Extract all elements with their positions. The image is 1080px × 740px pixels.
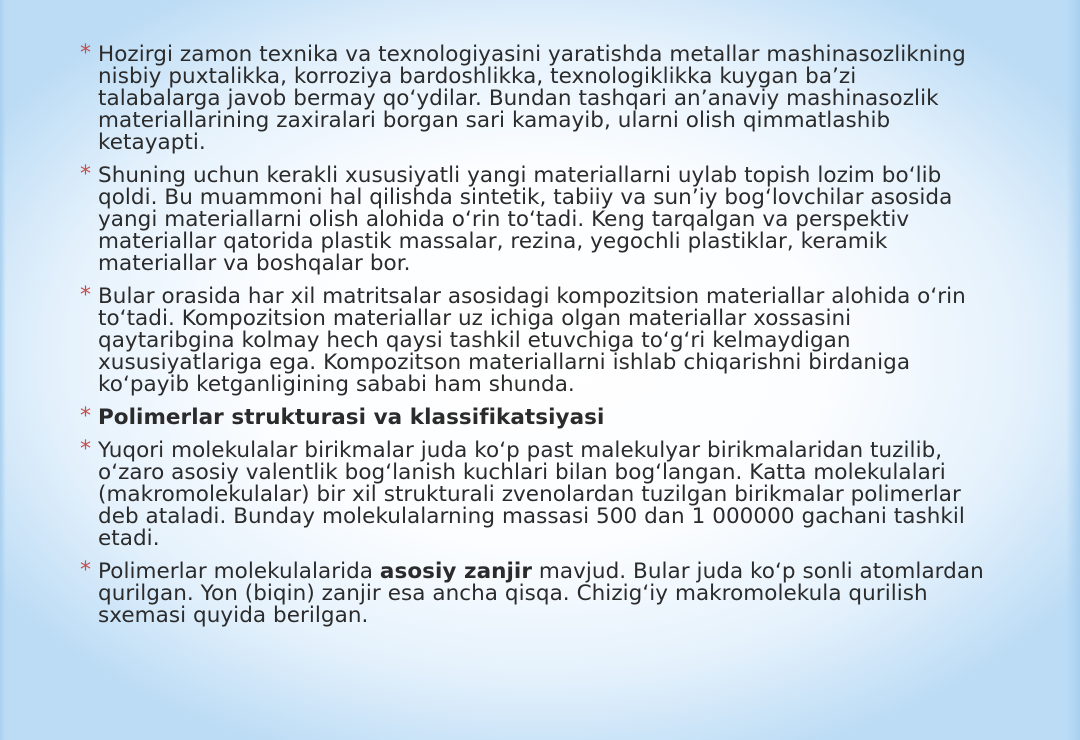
section-heading-text: Polimerlar strukturasi va klassifikatsiyasi <box>98 405 605 430</box>
bullet-text-line: o‘zaro asosiy valentlik bog‘lanish kuchlari bilan bog‘langan. Katta molekulalari <box>98 460 946 485</box>
asterisk-bullet-icon: * <box>80 162 91 187</box>
bullet-text-line: materiallarining zaxiralari borgan sari kamayib, ularni olish qimmatlashib <box>98 108 891 133</box>
bullet-text-line: Hozirgi zamon texnika va texnologiyasini yaratishda metallar mashinasozlikning <box>98 42 966 67</box>
bullet-text-segment: mavjud. Bular juda ko‘p sonli atomlardan <box>532 559 984 584</box>
bullet-text-line: Shuning uchun kerakli xususiyatli yangi materiallarni uylab topish lozim bo‘lib <box>98 163 942 188</box>
bullet-text-line: to‘tadi. Kompozitsion materiallar uz ichiga olgan materiallar xossasini <box>98 306 852 331</box>
bullet-item-2 <box>80 162 1030 276</box>
bullet-list <box>80 41 1030 638</box>
bullet-text-line: ko‘payib ketganligining sababi ham shunda. <box>98 372 575 397</box>
bold-term-asosiy-zanjir: asosiy zanjir <box>379 559 532 584</box>
bullet-item-5 <box>80 437 1030 551</box>
bullet-item-6 <box>80 558 1030 628</box>
bullet-text-line: etadi. <box>98 526 160 551</box>
bullet-text-line: talabalarga javob bermay qo‘ydilar. Bundan tashqari an’anaviy mashinasozlik <box>98 86 939 111</box>
section-heading <box>80 404 1030 430</box>
asterisk-bullet-icon: * <box>80 437 91 462</box>
bullet-text-line: deb ataladi. Bunday molekulalarning massasi 500 dan 1 000000 gachani tashkil <box>98 504 965 529</box>
bullet-item-1 <box>80 41 1030 155</box>
bullet-text-line: nisbiy puxtalikka, korroziya bardoshlikka, texnologiklikka kuygan ba’zi <box>98 64 857 89</box>
bullet-text-line: materiallar va boshqalar bor. <box>98 251 411 276</box>
bullet-text-line: qoldi. Bu muammoni hal qilishda sintetik, tabiiy va sun’iy bog‘lovchilar asosida <box>98 185 953 210</box>
bullet-text-line: Yuqori molekulalar birikmalar juda ko‘p past malekulyar birikmalaridan tuzilib, <box>98 438 943 463</box>
bullet-text-line <box>98 561 1030 583</box>
bullet-text-line: sxemasi quyida berilgan. <box>98 603 369 628</box>
bullet-item-3 <box>80 283 1030 397</box>
bullet-text-line: yangi materiallarni olish alohida o‘rin to‘tadi. Keng tarqalgan va perspektiv <box>98 207 910 232</box>
asterisk-bullet-icon: * <box>80 41 91 66</box>
bullet-text-line: ketayapti. <box>98 130 206 155</box>
asterisk-bullet-icon: * <box>80 283 91 308</box>
bullet-text-line: qaytaribgina kolmay hech qaysi tashkil etuvchiga to‘g‘ri kelmaydigan <box>98 328 851 353</box>
bullet-text-segment: Polimerlar molekulalarida <box>98 559 380 584</box>
bullet-text-line: xususiyatlariga ega. Kompozitson materiallarni ishlab chiqarishni birdaniga <box>98 350 911 375</box>
asterisk-bullet-icon: * <box>80 404 91 429</box>
bullet-text-line: Bular orasida har xil matritsalar asosidagi kompozitsion materiallar alohida o‘rin <box>98 284 966 309</box>
asterisk-bullet-icon: * <box>80 558 91 583</box>
bullet-text-line: materiallar qatorida plastik massalar, rezina, yegochli plastiklar, keramik <box>98 229 888 254</box>
slide-edge-right <box>1066 0 1080 740</box>
slide-edge-left <box>0 0 6 740</box>
bullet-text-line: (makromolekulalar) bir xil strukturali zvenolardan tuzilgan birikmalar polimerlar <box>98 482 961 507</box>
bullet-text-line: qurilgan. Yon (biqin) zanjir esa ancha qisqa. Chizig‘iy makromolekula qurilish <box>98 581 928 606</box>
